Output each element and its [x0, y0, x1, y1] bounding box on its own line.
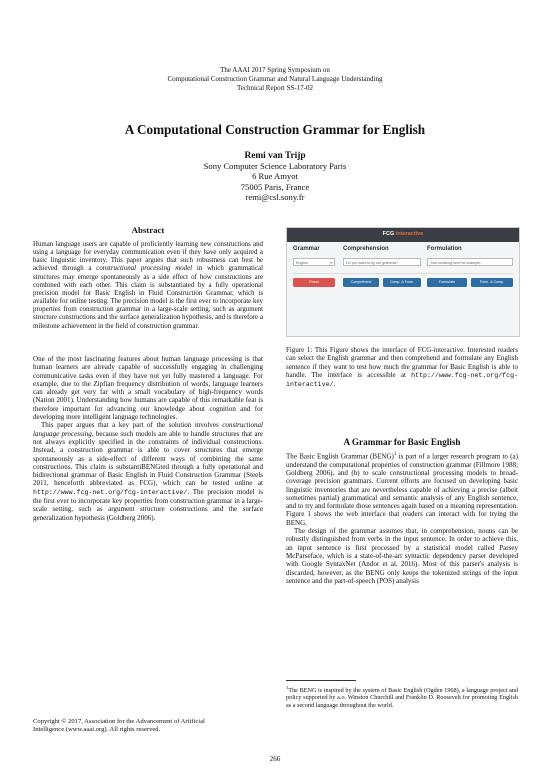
caption-url: http://www.fcg-net.org/fcg-interactive/	[286, 371, 518, 389]
fig-grammar-select[interactable]	[293, 258, 335, 266]
caption-text: Figure 1: This Figure shows the interface of FCG-interactive. Interested readers can select the English grammar and then comprehend and formulate any English sentence if they want to test how much the grammar for Basic English is able to handle. The interface is accessible at	[286, 346, 518, 379]
intro-p2-part-a: This paper argues that a key part of the solution involves	[41, 421, 223, 430]
fcg-brand-accent: interactive	[395, 231, 424, 237]
fcg-brand	[287, 231, 519, 237]
footnote-mark: 1	[286, 685, 289, 690]
fig-divider	[293, 273, 513, 274]
fig-col-comprehension: Comprehension	[343, 246, 389, 252]
section-body	[286, 451, 518, 585]
fig-formulate-button[interactable]: Formulate	[427, 278, 467, 287]
fcg-brand-name: FCG	[382, 231, 395, 237]
intro-body	[33, 355, 263, 522]
footnote-marker: 1	[393, 452, 397, 457]
intro-p2-emphasis: constructional language processing	[33, 421, 263, 438]
paper-title: A Computational Construction Grammar for English	[124, 122, 426, 137]
author-affiliation: Sony Computer Science Laboratory Paris	[203, 161, 347, 172]
fig-reset-button[interactable]: Reset	[293, 278, 335, 287]
footnote	[286, 684, 518, 709]
caption-end: .	[333, 380, 336, 389]
fig-form-comp-button[interactable]: Form. & Comp.	[471, 278, 513, 287]
author-name: Remi van Trijp	[244, 151, 306, 161]
abstract-emphasis: constructional processing model	[96, 265, 193, 273]
section-heading: A Grammar for Basic English	[343, 437, 461, 447]
fig-col-formulation: Formulation	[427, 246, 462, 252]
fig-col-grammar: Grammar	[293, 246, 320, 252]
author-block	[0, 151, 550, 202]
author-city: 75005 Paris, France	[240, 181, 310, 192]
section-p1-part-b: is part of a larger research program to (a) understand the computational properties of construction grammar (Fillmore 1988; Goldberg 2006), and (b) to scale constructional processing models to broad-coverage precision grammars. Current efforts are focused on developing basic linguistic inventories that are nevertheless capable of achieving a precise (albeit sometimes partial) grammatical and semantic analysis of any English sentence, and to try and formulate those sentences again based on a meaning representation. Figure 1 shows the web interface that readers can interact with for trying the BENG.	[286, 452, 518, 527]
fig-formulation-input[interactable]: Your meaning here for example...	[427, 258, 513, 266]
abstract-text	[33, 241, 263, 331]
fig-comprehension-input[interactable]: Do you want to try our grammar?	[343, 258, 421, 266]
abstract-part-1: Human language users are capable of proficiently learning new constructions and using a language for everyday communication even if they have only acquired a basic linguistic inventory. This paper argues that such robustness can best be achieved through a	[33, 241, 263, 273]
intro-paragraph-1: One of the most fascinating features about human language processing is that human learners are already capable of successfully engaging in challenging communicative tasks even if they have not yet fully mastered a language. For example, due to the Zipfian frequency distribution of words, language learners can already get very far with a small vocabulary of high-frequency words (Nation 2001). Understanding how humans are capable of this remarkable feat is therefore important for advancing our knowledge about cognition and for developing more intelligent language technologies.	[33, 355, 263, 422]
section-paragraph-1	[286, 451, 518, 527]
author-street: 6 Rue Amyot	[252, 171, 298, 182]
symposium-header	[0, 66, 550, 93]
abstract-heading: Abstract	[131, 225, 165, 235]
section-paragraph-2: The design of the grammar assumes that, in comprehension, nouns can be robustly distinguished from verbs in the input sentence. In order to achieve this, an input sentence is first processed by a statistical model called Parsey McParseface, which is a state-of-the-art syntactic dependency parser developed with Google SyntaxNet (Andor et al. 2016). Most of this parser's analysis is discarded, however, as the BENG only keeps the tokenized strings of the input sentence and the part-of-speech (POS) analysis	[286, 527, 518, 585]
author-email: remi@csl.sony.fr	[245, 191, 305, 202]
intro-paragraph-2	[33, 421, 263, 522]
copyright-notice	[33, 718, 263, 734]
figure-caption	[286, 346, 518, 389]
figure-fcg-interface	[286, 227, 520, 337]
intro-url: http://www.fcg-net.org/fcg-interactive/	[33, 488, 188, 496]
fig-comp-form-button[interactable]: Comp. & Form.	[383, 278, 421, 287]
copyright-line-1: Copyright © 2017, Association for the Advancement of Artificial	[33, 718, 205, 725]
section-p1-part-a: The Basic English Grammar (BENG)	[286, 452, 394, 461]
page-number: 266	[269, 755, 281, 763]
fig-comprehend-button[interactable]: Comprehend	[343, 278, 379, 287]
fcg-topbar	[287, 228, 519, 242]
symposium-line-2: Computational Construction Grammar and Natural Language Understanding	[167, 75, 383, 83]
intro-p2-part-c: . The precision model is the first ever to incorporate key properties from construction grammar in a large-scale setting, such as argument structure constructions and the surface generalization hypothesis (Goldberg 2006).	[33, 487, 263, 522]
copyright-line-2: Intelligence (www.aaai.org). All rights reserved.	[33, 726, 161, 733]
symposium-line-3: Technical Report SS-17-02	[236, 84, 314, 92]
footnote-text: The BENG is inspired by the system of Basic English (Ogden 1968), a language project and policy supported by a.o. Winston Churchill and Franklin D. Roosevelt for promoting English as a second language throughout the world.	[286, 687, 518, 709]
symposium-line-1: The AAAI 2017 Spring Symposium on	[220, 66, 330, 74]
intro-p2-part-b: , because such models are able to handle structures that are not always explicitly specified in the constraints of individual constructions. Instead, a construction grammar is able to cover structures that emerge spontaneously as a side-effect of different ways of combining the same constructions. This claim is substantiBENGted through a fully operational and bidirectional grammar of Basic English in Fluid Construction Grammar (Steels 2011, henceforth abbreviated as FCG), which can be tested online at	[33, 429, 264, 488]
abstract-part-2: in which grammatical structures may emerge spontaneously as a side effect of how constructions are combined with each other. This claim is substantiated by a fully operational precision model for Basic English in Fluid Construction Grammar, which is available for online testing. The precision model is the first ever to incorporate key properties from construction grammar in a large-scale setting, such as argument structure constructions and the surface generalization hypothesis, and is therefore a milestone achievement in the field of construction grammar.	[33, 265, 263, 330]
footnote-divider	[286, 680, 356, 681]
fig-grammar-select-value: English	[296, 261, 308, 265]
chevron-down-icon: ▾	[330, 261, 332, 265]
